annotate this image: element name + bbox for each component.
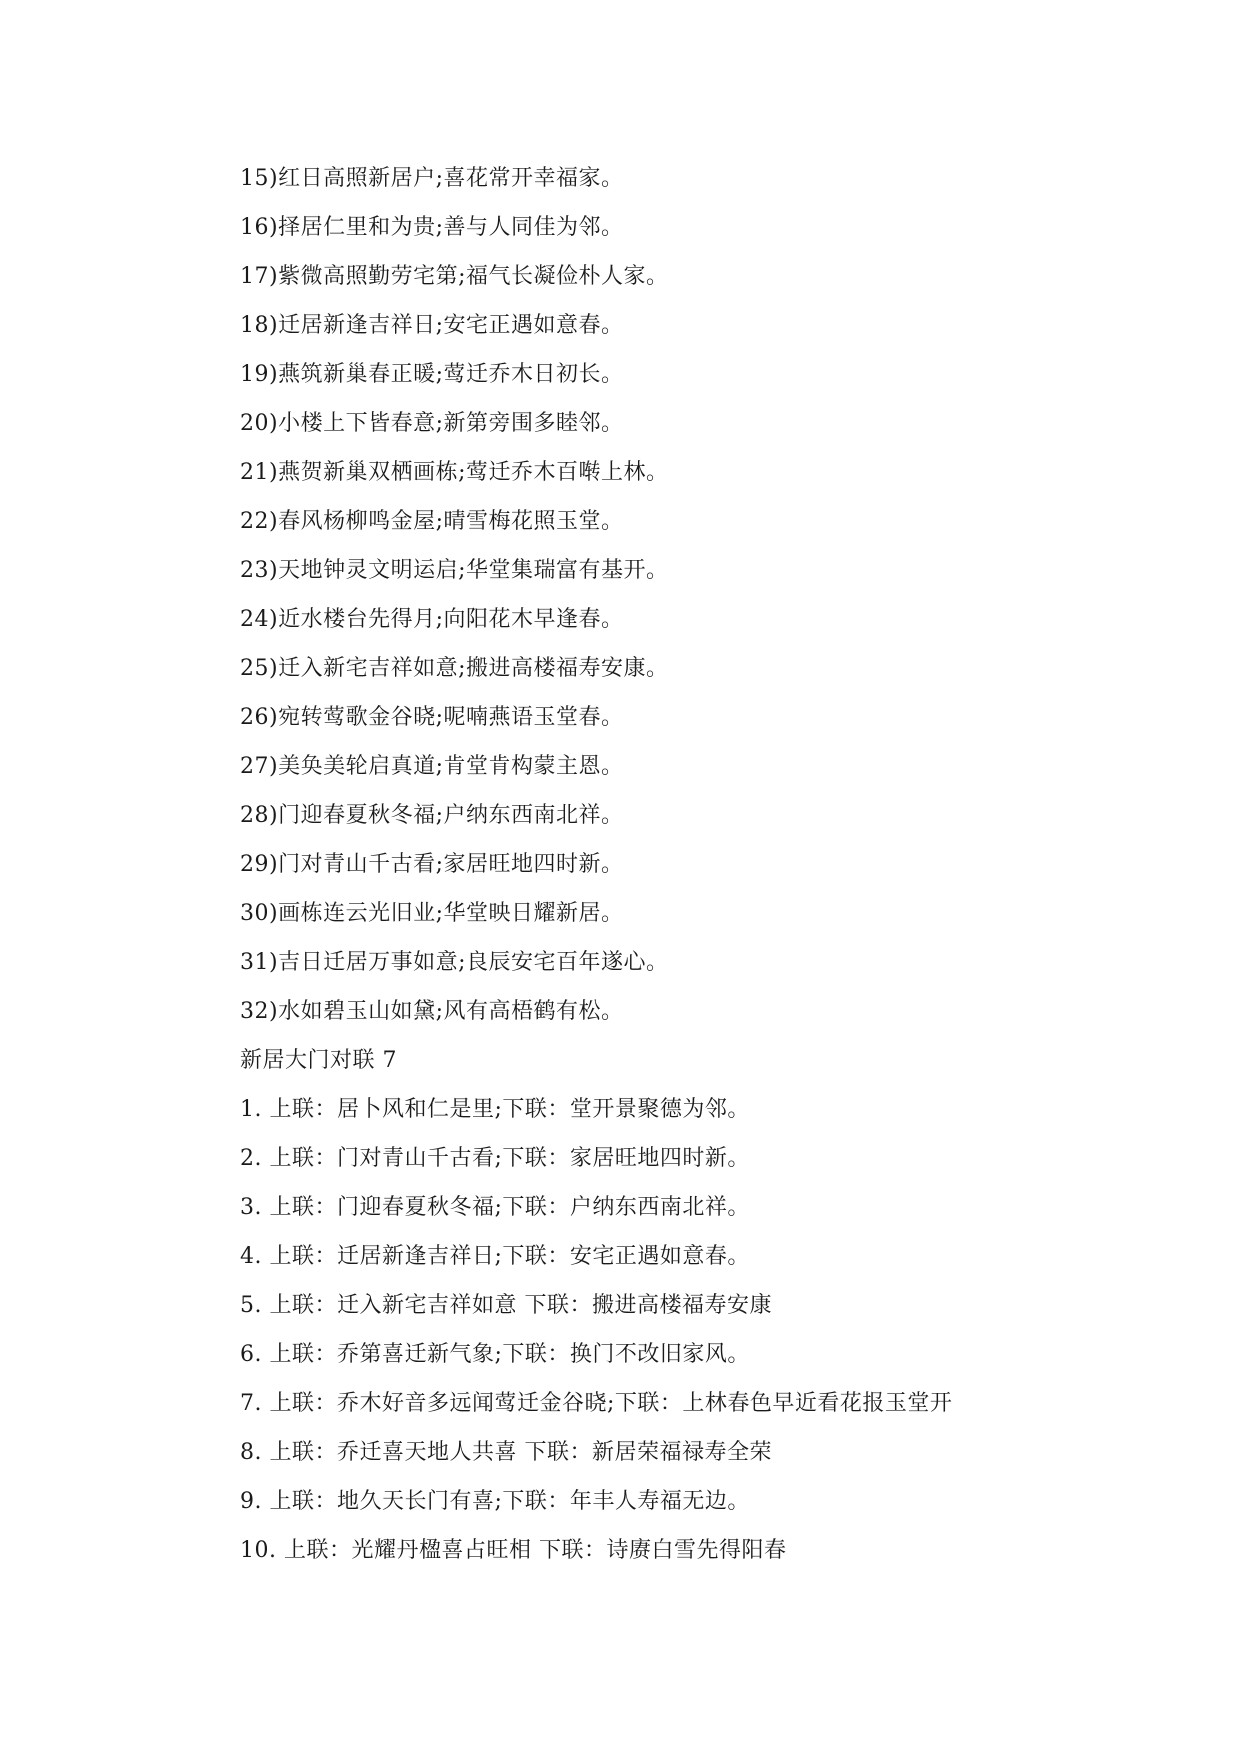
- couplet-line-27: 27)美奂美轮启真道;肯堂肯构蒙主恩。: [240, 754, 624, 779]
- couplet-line-28: 28)门迎春夏秋冬福;户纳东西南北祥。: [240, 803, 624, 828]
- couplet-line-16: 16)择居仁里和为贵;善与人同佳为邻。: [240, 215, 624, 240]
- couplet-line-32: 32)水如碧玉山如黛;风有高梧鹤有松。: [240, 999, 624, 1024]
- door-couplet-7: 7. 上联：乔木好音多远闻莺迁金谷晓;下联：上林春色早近看花报玉堂开: [240, 1391, 953, 1416]
- couplet-line-25: 25)迁入新宅吉祥如意;搬进高楼福寿安康。: [240, 656, 669, 681]
- couplet-line-21: 21)燕贺新巢双栖画栋;莺迁乔木百啭上林。: [240, 460, 669, 485]
- couplet-line-30: 30)画栋连云光旧业;华堂映日耀新居。: [240, 901, 624, 926]
- couplet-line-22: 22)春风杨柳鸣金屋;晴雪梅花照玉堂。: [240, 509, 624, 534]
- door-couplet-6: 6. 上联：乔第喜迁新气象;下联：换门不改旧家风。: [240, 1342, 750, 1367]
- section-heading: 新居大门对联 7: [240, 1048, 397, 1073]
- couplet-line-17: 17)紫微高照勤劳宅第;福气长凝俭朴人家。: [240, 264, 669, 289]
- door-couplet-8: 8. 上联：乔迁喜天地人共喜 下联：新居荣福禄寿全荣: [240, 1440, 772, 1465]
- couplet-line-15: 15)红日高照新居户;喜花常开幸福家。: [240, 166, 624, 191]
- door-couplet-5: 5. 上联：迁入新宅吉祥如意 下联：搬进高楼福寿安康: [240, 1293, 772, 1318]
- couplet-line-26: 26)宛转莺歌金谷晓;呢喃燕语玉堂春。: [240, 705, 624, 730]
- door-couplet-9: 9. 上联：地久天长门有喜;下联：年丰人寿福无边。: [240, 1489, 750, 1514]
- couplet-line-18: 18)迁居新逢吉祥日;安宅正遇如意春。: [240, 313, 624, 338]
- couplet-line-31: 31)吉日迁居万事如意;良辰安宅百年遂心。: [240, 950, 669, 975]
- door-couplet-2: 2. 上联：门对青山千古看;下联：家居旺地四时新。: [240, 1146, 750, 1171]
- door-couplet-1: 1. 上联：居卜风和仁是里;下联：堂开景聚德为邻。: [240, 1097, 750, 1122]
- couplet-line-24: 24)近水楼台先得月;向阳花木早逢春。: [240, 607, 624, 632]
- door-couplet-10: 10. 上联：光耀丹楹喜占旺相 下联：诗赓白雪先得阳春: [240, 1538, 787, 1563]
- couplet-line-19: 19)燕筑新巢春正暖;莺迁乔木日初长。: [240, 362, 624, 387]
- document-body: [240, 154, 1100, 1575]
- couplet-line-20: 20)小楼上下皆春意;新第旁围多睦邻。: [240, 411, 624, 436]
- door-couplet-4: 4. 上联：迁居新逢吉祥日;下联：安宅正遇如意春。: [240, 1244, 750, 1269]
- couplet-line-29: 29)门对青山千古看;家居旺地四时新。: [240, 852, 624, 877]
- couplet-line-23: 23)天地钟灵文明运启;华堂集瑞富有基开。: [240, 558, 669, 583]
- door-couplet-3: 3. 上联：门迎春夏秋冬福;下联：户纳东西南北祥。: [240, 1195, 750, 1220]
